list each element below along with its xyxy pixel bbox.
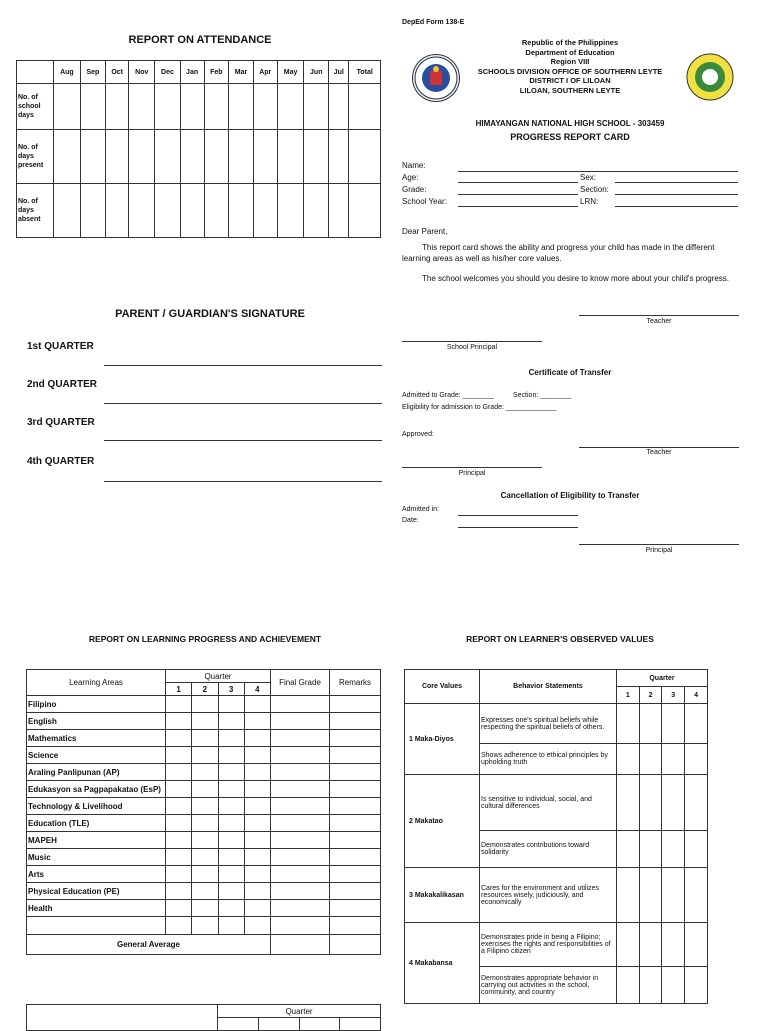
learning-area: Technology & Livelihood — [27, 798, 166, 815]
section-label: Section: — [580, 185, 609, 194]
attendance-corner — [17, 61, 54, 84]
signature-title: PARENT / GUARDIAN'S SIGNATURE — [115, 308, 305, 320]
month-header: Jul — [329, 61, 349, 84]
header-line: DISTRICT I OF LILOAN — [529, 76, 611, 86]
header-line: Republic of the Philippines — [521, 38, 619, 47]
lrn-label: LRN: — [580, 197, 599, 206]
learning-area: Mathematics — [27, 730, 166, 747]
learning-area: Edukasyon sa Pagpapakatao (EsP) — [27, 781, 166, 798]
learning-area: MAPEH — [27, 832, 166, 849]
name-field[interactable] — [458, 171, 738, 172]
core-values-header: Core Values — [405, 670, 480, 704]
learning-title: REPORT ON LEARNING PROGRESS AND ACHIEVEMENT — [88, 634, 322, 644]
signature-line-1[interactable] — [104, 365, 382, 366]
month-header: Dec — [155, 61, 180, 84]
month-header: Apr — [253, 61, 277, 84]
grade-field[interactable] — [458, 194, 578, 195]
cancellation-title: Cancellation of Eligibility to Transfer — [500, 491, 640, 500]
quarter-number: 2 — [192, 683, 218, 696]
transfer-section: Section: ________ — [513, 392, 572, 399]
admitted-in-field[interactable] — [458, 515, 578, 516]
school-principal-label: School Principal — [446, 344, 498, 351]
quarter-header-2: Quarter — [218, 1005, 381, 1018]
values-quarter-number: 3 — [662, 687, 685, 704]
behavior-statement: Demonstrates contributions toward solidarity — [480, 831, 617, 868]
name-label: Name: — [402, 161, 426, 170]
deped-seal-icon — [412, 54, 460, 102]
cancellation-principal-label: Principal — [645, 547, 673, 554]
behavior-statement: Shows adherence to ethical principles by upholding truth — [480, 744, 617, 775]
month-header: Feb — [204, 61, 229, 84]
principal-signature-line[interactable] — [402, 341, 542, 342]
attendance-summary-table — [26, 1004, 381, 1031]
mapeh-subject: Arts — [27, 866, 166, 883]
month-header: Oct — [106, 61, 129, 84]
mapeh-subject: Health — [27, 900, 166, 917]
cancellation-principal-line[interactable] — [579, 544, 739, 545]
form-number: DepEd Form 138-E — [402, 19, 465, 26]
header-block — [470, 38, 670, 96]
eligibility-grade: Eligibility for admission to Grade: _____________ — [402, 404, 557, 411]
admitted-in-label: Admitted in: — [402, 506, 439, 513]
school-year-label: School Year: — [402, 197, 447, 206]
quarter-number: 1 — [166, 683, 192, 696]
header-line: LILOAN, SOUTHERN LEYTE — [519, 85, 621, 95]
learning-areas-header: Learning Areas — [27, 670, 166, 696]
teacher-label: Teacher — [646, 318, 672, 325]
letter-greeting: Dear Parent, — [402, 227, 448, 236]
row-label-days-absent: No. of days absent — [17, 184, 54, 238]
values-quarter-number: 2 — [639, 687, 662, 704]
signature-line-4[interactable] — [104, 481, 382, 482]
school-name: HIMAYANGAN NATIONAL HIGH SCHOOL - 303459 — [475, 119, 665, 128]
attendance-table — [16, 60, 381, 238]
values-table — [404, 669, 708, 1004]
behavior-statement: Demonstrates pride in being a Filipino; exercises the rights and responsibilities of a Filipino citizen — [480, 923, 617, 967]
mapeh-subject: Music — [27, 849, 166, 866]
sex-label: Sex: — [580, 173, 597, 182]
quarter-1-label: 1st QUARTER — [27, 341, 94, 352]
quarter-header: Quarter — [166, 670, 271, 683]
school-year-field[interactable] — [458, 206, 578, 207]
behavior-statement: Expresses one's spiritual beliefs while respecting the spiritual beliefs of others. — [480, 704, 617, 744]
general-average-label: General Average — [27, 935, 271, 955]
approved-label: Approved: — [402, 431, 434, 438]
values-quarter-number: 1 — [617, 687, 640, 704]
month-header: Total — [349, 61, 381, 84]
behavior-statement: Cares for the environment and utilizes resources wisely, judiciously, and economically — [480, 868, 617, 923]
month-header: May — [277, 61, 304, 84]
values-quarter-header: Quarter — [617, 670, 708, 687]
attendance-title: REPORT ON ATTENDANCE — [128, 34, 272, 46]
teacher-signature-line[interactable] — [579, 315, 739, 316]
final-grade-header: Final Grade — [271, 670, 330, 696]
date-field[interactable] — [458, 527, 578, 528]
behavior-statement: Is sensitive to individual, social, and cultural differences — [480, 775, 617, 831]
learning-area: Araling Panlipunan (AP) — [27, 764, 166, 781]
learning-area: Education (TLE) — [27, 815, 166, 832]
behavior-statement: Demonstrates appropriate behavior in carrying out activities in the school, community, and country — [480, 967, 617, 1004]
school-seal-icon — [686, 53, 734, 101]
core-value: 4 Makabansa — [405, 923, 480, 1004]
admitted-to-grade: Admitted to Grade: ________ — [402, 392, 494, 399]
row-label-days-present: No. of days present — [17, 130, 54, 184]
header-line: Region VIII — [550, 57, 590, 67]
month-header: Sep — [80, 61, 105, 84]
quarter-4-label: 4th QUARTER — [27, 456, 95, 467]
section-field[interactable] — [615, 194, 738, 195]
transfer-principal-label: Principal — [458, 470, 486, 477]
month-header: Aug — [54, 61, 81, 84]
mapeh-subject: Physical Education (PE) — [27, 883, 166, 900]
core-value: 1 Maka-Diyos — [405, 704, 480, 775]
transfer-title: Certificate of Transfer — [528, 368, 612, 377]
report-card-title: PROGRESS REPORT CARD — [510, 132, 630, 142]
signature-line-3[interactable] — [104, 440, 382, 441]
core-value: 2 Makatao — [405, 775, 480, 868]
month-header: Nov — [129, 61, 155, 84]
learning-area: English — [27, 713, 166, 730]
behavior-header: Behavior Statements — [480, 670, 617, 704]
learning-area: Filipino — [27, 696, 166, 713]
learning-table — [26, 669, 381, 955]
month-header: Jan — [180, 61, 204, 84]
sex-field[interactable] — [615, 182, 738, 183]
month-header: Mar — [229, 61, 254, 84]
row-label-school-days: No. of school days — [17, 84, 54, 130]
quarter-number: 4 — [244, 683, 270, 696]
learning-area: Science — [27, 747, 166, 764]
values-quarter-number: 4 — [685, 687, 708, 704]
letter-paragraph-1: This report card shows the ability and progress your child has made in the different learning areas as well as his/her core values. — [402, 243, 715, 263]
quarter-2-label: 2nd QUARTER — [27, 379, 97, 390]
values-title: REPORT ON LEARNER'S OBSERVED VALUES — [466, 634, 654, 644]
remarks-header: Remarks — [330, 670, 381, 696]
lrn-field[interactable] — [615, 206, 738, 207]
date-label: Date: — [402, 517, 419, 524]
age-label: Age: — [402, 173, 419, 182]
signature-line-2[interactable] — [104, 403, 382, 404]
quarter-3-label: 3rd QUARTER — [27, 417, 95, 428]
grade-label: Grade: — [402, 185, 427, 194]
letter-paragraph-2: The school welcomes you should you desire to know more about your child's progress. — [422, 274, 730, 283]
age-field[interactable] — [458, 182, 578, 183]
transfer-principal-line[interactable] — [402, 467, 542, 468]
header-line: SCHOOLS DIVISION OFFICE OF SOUTHERN LEYTE — [477, 66, 663, 76]
core-value: 3 Makakalikasan — [405, 868, 480, 923]
header-line: Department of Education — [525, 47, 615, 57]
month-header: Jun — [304, 61, 329, 84]
transfer-teacher-line[interactable] — [579, 447, 739, 448]
quarter-number: 3 — [218, 683, 244, 696]
transfer-teacher-label: Teacher — [646, 449, 672, 456]
